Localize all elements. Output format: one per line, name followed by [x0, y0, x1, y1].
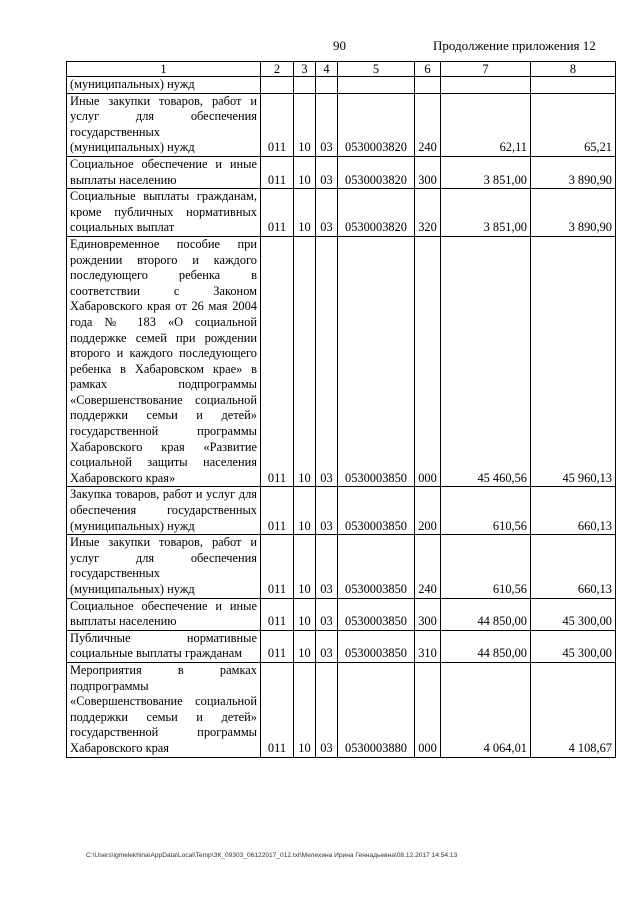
cell-amount-year-1: 45 460,56: [441, 236, 531, 487]
cell-amount-year-1: 62,11: [441, 93, 531, 156]
cell-ministry-code: 011: [261, 535, 294, 598]
cell-subsection: 03: [316, 487, 338, 535]
cell-amount-year-1: 3 851,00: [441, 189, 531, 237]
cell-subsection: 03: [316, 598, 338, 630]
cell-amount-year-2: 3 890,90: [531, 156, 616, 188]
cell-target-article: [338, 77, 415, 94]
cell-expense-type: 200: [415, 487, 441, 535]
cell-section: 10: [294, 487, 316, 535]
row-description: (муниципальных) нужд: [67, 77, 261, 94]
cell-amount-year-2: 660,13: [531, 535, 616, 598]
cell-amount-year-2: 65,21: [531, 93, 616, 156]
cell-subsection: 03: [316, 630, 338, 662]
cell-ministry-code: 011: [261, 662, 294, 757]
cell-subsection: 03: [316, 535, 338, 598]
cell-expense-type: 320: [415, 189, 441, 237]
cell-section: 10: [294, 662, 316, 757]
column-header: 5: [338, 62, 415, 77]
cell-ministry-code: 011: [261, 487, 294, 535]
column-header: 7: [441, 62, 531, 77]
cell-amount-year-1: 610,56: [441, 487, 531, 535]
table-row: [67, 236, 616, 487]
cell-expense-type: [415, 77, 441, 94]
table-row: [67, 535, 616, 598]
column-header: 2: [261, 62, 294, 77]
column-header: 3: [294, 62, 316, 77]
cell-target-article: 0530003850: [338, 535, 415, 598]
column-header: 8: [531, 62, 616, 77]
cell-subsection: 03: [316, 93, 338, 156]
row-description: Иные закупки товаров, работ и услуг для обеспечения государственных (муниципальных) нужд: [67, 535, 261, 598]
table-row: [67, 598, 616, 630]
cell-amount-year-2: 45 300,00: [531, 598, 616, 630]
cell-ministry-code: [261, 77, 294, 94]
cell-amount-year-2: 4 108,67: [531, 662, 616, 757]
cell-amount-year-2: [531, 77, 616, 94]
cell-subsection: 03: [316, 662, 338, 757]
cell-target-article: 0530003850: [338, 487, 415, 535]
budget-table: [66, 61, 616, 758]
table-row: [67, 93, 616, 156]
cell-amount-year-1: 44 850,00: [441, 630, 531, 662]
cell-section: 10: [294, 93, 316, 156]
cell-target-article: 0530003820: [338, 156, 415, 188]
cell-target-article: 0530003880: [338, 662, 415, 757]
column-header: 6: [415, 62, 441, 77]
cell-ministry-code: 011: [261, 630, 294, 662]
cell-section: [294, 77, 316, 94]
cell-target-article: 0530003850: [338, 236, 415, 487]
table-row: [67, 77, 616, 94]
column-header: 4: [316, 62, 338, 77]
row-description: Социальное обеспечение и иные выплаты населению: [67, 598, 261, 630]
row-description: Иные закупки товаров, работ и услуг для обеспечения государственных (муниципальных) нужд: [67, 93, 261, 156]
cell-target-article: 0530003820: [338, 93, 415, 156]
cell-target-article: 0530003820: [338, 189, 415, 237]
cell-ministry-code: 011: [261, 189, 294, 237]
cell-expense-type: 240: [415, 535, 441, 598]
cell-section: 10: [294, 630, 316, 662]
cell-target-article: 0530003850: [338, 598, 415, 630]
table-row: [67, 487, 616, 535]
cell-amount-year-2: 3 890,90: [531, 189, 616, 237]
cell-section: 10: [294, 156, 316, 188]
row-description: Мероприятия в рамках подпрограммы «Совершенствование социальной поддержки семьи и детей» государственной программы Хабаровского края: [67, 662, 261, 757]
cell-ministry-code: 011: [261, 598, 294, 630]
cell-amount-year-1: 44 850,00: [441, 598, 531, 630]
cell-subsection: 03: [316, 189, 338, 237]
cell-subsection: 03: [316, 156, 338, 188]
cell-section: 10: [294, 535, 316, 598]
cell-amount-year-1: 4 064,01: [441, 662, 531, 757]
column-header-row: [67, 62, 616, 77]
table-row: [67, 189, 616, 237]
table-row: [67, 630, 616, 662]
column-header: 1: [67, 62, 261, 77]
cell-section: 10: [294, 236, 316, 487]
cell-section: 10: [294, 598, 316, 630]
cell-amount-year-2: 660,13: [531, 487, 616, 535]
table-row: [67, 662, 616, 757]
cell-expense-type: 000: [415, 236, 441, 487]
page-number: 90: [333, 38, 346, 53]
cell-amount-year-1: 3 851,00: [441, 156, 531, 188]
cell-amount-year-2: 45 300,00: [531, 630, 616, 662]
row-description: Единовременное пособие при рождении второго и каждого последующего ребенка в соответствии с Законом Хабаровского края от 26 мая 2004 года № 183 «О социальной поддержке семей при рождении второго и каждого последующего ребенка в Хабаровском крае» в рамках подпрограммы «Совершенствование социальной поддержки семьи и детей» государственной программы Хабаровского края «Развитие социальной защиты населения Хабаровского края»: [67, 236, 261, 487]
table-row: [67, 156, 616, 188]
row-description: Закупка товаров, работ и услуг для обеспечения государственных (муниципальных) нужд: [67, 487, 261, 535]
continuation-label: Продолжение приложения 12: [433, 38, 596, 53]
cell-ministry-code: 011: [261, 236, 294, 487]
cell-subsection: 03: [316, 236, 338, 487]
cell-ministry-code: 011: [261, 156, 294, 188]
cell-expense-type: 000: [415, 662, 441, 757]
cell-ministry-code: 011: [261, 93, 294, 156]
cell-section: 10: [294, 189, 316, 237]
row-description: Социальные выплаты гражданам, кроме публичных нормативных социальных выплат: [67, 189, 261, 237]
row-description: Социальное обеспечение и иные выплаты населению: [67, 156, 261, 188]
file-path-footer: C:\Users\igmelekhina\AppData\Local\Temp\ЗК_09303_06122017_012.txt\Мелехина Ирина Геннадьевна\08.12.2017 14:54:13: [86, 852, 458, 859]
cell-expense-type: 300: [415, 156, 441, 188]
cell-expense-type: 310: [415, 630, 441, 662]
cell-amount-year-2: 45 960,13: [531, 236, 616, 487]
cell-amount-year-1: [441, 77, 531, 94]
row-description: Публичные нормативные социальные выплаты гражданам: [67, 630, 261, 662]
cell-amount-year-1: 610,56: [441, 535, 531, 598]
cell-expense-type: 300: [415, 598, 441, 630]
cell-target-article: 0530003850: [338, 630, 415, 662]
cell-subsection: [316, 77, 338, 94]
cell-expense-type: 240: [415, 93, 441, 156]
